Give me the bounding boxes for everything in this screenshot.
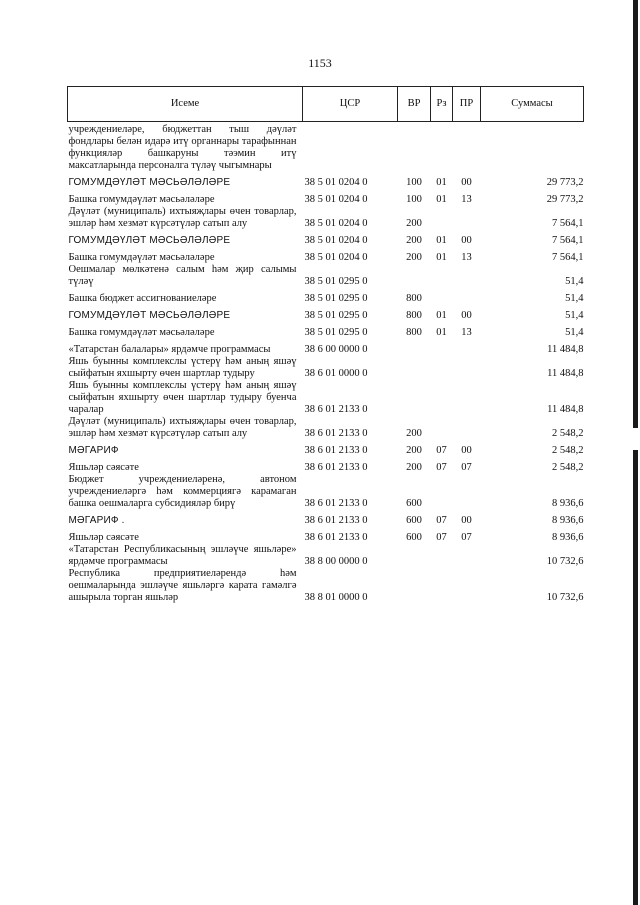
header-name: Исеме bbox=[68, 87, 303, 122]
cell-rz: 01 bbox=[436, 327, 447, 338]
cell-pr: 07 bbox=[461, 462, 472, 473]
table-row bbox=[68, 527, 584, 544]
cell-pr bbox=[453, 122, 481, 173]
cell-rz bbox=[431, 544, 453, 568]
cell-csr: 38 5 01 0295 0 bbox=[304, 327, 368, 338]
cell-sum: 2 548,2 bbox=[552, 462, 584, 473]
cell-pr bbox=[453, 288, 481, 305]
cell-vr: 600 bbox=[406, 515, 422, 526]
cell-name: Яшь буынны комплекслы үстерү һәм аның яшәү сыйфатын яхшырту өчен шартлар тудыру bbox=[68, 356, 297, 379]
cell-vr bbox=[398, 339, 431, 356]
table-row bbox=[68, 288, 584, 305]
cell-rz bbox=[431, 356, 453, 380]
cell-vr bbox=[398, 356, 431, 380]
cell-rz: 01 bbox=[436, 252, 447, 263]
cell-csr: 38 8 01 0000 0 bbox=[304, 592, 368, 603]
cell-vr: 800 bbox=[406, 293, 422, 304]
cell-csr: 38 5 01 0204 0 bbox=[304, 218, 368, 229]
cell-pr: 00 bbox=[461, 515, 472, 526]
cell-vr bbox=[398, 568, 431, 604]
table-row bbox=[68, 189, 584, 206]
cell-sum: 29 773,2 bbox=[546, 177, 584, 188]
cell-pr: 13 bbox=[461, 194, 472, 205]
cell-name: Республика предприятиеләрендә һәм оешмаларында эшләүче яшьләргә карата гамәлгә ашырыла торган яшьләр bbox=[68, 568, 297, 603]
table-row bbox=[68, 356, 584, 380]
cell-sum: 10 732,6 bbox=[546, 592, 584, 603]
cell-vr: 600 bbox=[406, 498, 422, 509]
table-row bbox=[68, 122, 584, 173]
cell-rz: 01 bbox=[436, 177, 447, 188]
cell-sum: 2 548,2 bbox=[552, 445, 584, 456]
cell-name: Башка бюджет ассигнованиеләре bbox=[68, 293, 217, 304]
cell-name: Башка гомумдәүләт мәсьәләләре bbox=[68, 327, 215, 338]
cell-pr bbox=[453, 264, 481, 288]
cell-pr bbox=[453, 206, 481, 230]
cell-pr: 00 bbox=[461, 235, 472, 246]
cell-vr: 800 bbox=[406, 310, 422, 321]
cell-rz bbox=[431, 264, 453, 288]
cell-pr bbox=[453, 544, 481, 568]
cell-sum: 7 564,1 bbox=[552, 235, 584, 246]
cell-csr: 38 6 01 2133 0 bbox=[304, 515, 368, 526]
cell-csr: 38 8 00 0000 0 bbox=[304, 556, 368, 567]
cell-csr: 38 6 01 2133 0 bbox=[304, 462, 368, 473]
cell-name: Оешмалар мөлкәтенә салым һәм җир салымы түләү bbox=[68, 264, 297, 287]
cell-csr: 38 5 01 0204 0 bbox=[304, 252, 368, 263]
cell-rz: 07 bbox=[436, 445, 447, 456]
table-row bbox=[68, 230, 584, 247]
cell-sum: 51,4 bbox=[565, 327, 584, 338]
cell-rz bbox=[431, 568, 453, 604]
cell-rz: 07 bbox=[436, 532, 447, 543]
table-row bbox=[68, 457, 584, 474]
cell-rz bbox=[431, 206, 453, 230]
cell-csr: 38 5 01 0204 0 bbox=[304, 194, 368, 205]
header-sum: Суммасы bbox=[481, 87, 584, 122]
table-row bbox=[68, 380, 584, 416]
cell-pr bbox=[453, 416, 481, 440]
table-row bbox=[68, 474, 584, 510]
cell-rz bbox=[431, 416, 453, 440]
cell-vr: 100 bbox=[406, 177, 422, 188]
cell-name: Бюджет учреждениеләренә, автоном учреждениеләргә һәм коммерциягә карамаган башка оешмаларга субсидияләр бирү bbox=[68, 474, 297, 509]
cell-name: ГОМУМДӘҮЛӘТ МӘСЬӘЛӘЛӘРЕ bbox=[68, 177, 231, 188]
cell-vr bbox=[398, 122, 431, 173]
table-row bbox=[68, 322, 584, 339]
cell-pr: 13 bbox=[461, 252, 472, 263]
cell-vr: 800 bbox=[406, 327, 422, 338]
cell-name: ГОМУМДӘҮЛӘТ МӘСЬӘЛӘЛӘРЕ bbox=[68, 310, 231, 321]
cell-sum: 7 564,1 bbox=[552, 252, 584, 263]
cell-name: «Татарстан Республикасының эшләүче яшьләре» ярдәмче программасы bbox=[68, 544, 297, 567]
cell-vr: 200 bbox=[406, 462, 422, 473]
table-row bbox=[68, 440, 584, 457]
cell-pr: 00 bbox=[461, 177, 472, 188]
cell-pr: 07 bbox=[461, 532, 472, 543]
table-row bbox=[68, 568, 584, 604]
cell-name: Дәүләт (муниципаль) ихтыяҗлары өчен товарлар, эшләр һәм хезмәт күрсәтүләр сатып алу bbox=[68, 416, 297, 439]
cell-rz: 01 bbox=[436, 235, 447, 246]
cell-rz bbox=[431, 122, 453, 173]
cell-pr bbox=[453, 380, 481, 416]
cell-csr: 38 5 01 0295 0 bbox=[304, 276, 368, 287]
cell-vr: 600 bbox=[406, 532, 422, 543]
cell-rz bbox=[431, 339, 453, 356]
cell-csr bbox=[303, 122, 398, 173]
header-rz: Рз bbox=[431, 87, 453, 122]
cell-csr: 38 5 01 0295 0 bbox=[304, 310, 368, 321]
cell-sum: 11 484,8 bbox=[547, 344, 584, 355]
cell-sum: 51,4 bbox=[565, 276, 584, 287]
cell-sum: 10 732,6 bbox=[546, 556, 584, 567]
cell-rz: 01 bbox=[436, 310, 447, 321]
cell-csr: 38 6 01 2133 0 bbox=[304, 428, 368, 439]
cell-name: МӘГАРИФ . bbox=[68, 515, 125, 526]
cell-sum: 2 548,2 bbox=[552, 428, 584, 439]
table-row bbox=[68, 416, 584, 440]
cell-vr bbox=[398, 264, 431, 288]
cell-vr bbox=[398, 544, 431, 568]
cell-name: Дәүләт (муниципаль) ихтыяҗлары өчен товарлар, эшләр һәм хезмәт күрсәтүләр сатып алу bbox=[68, 206, 297, 229]
cell-name: Яшьләр сәясәте bbox=[68, 462, 139, 473]
cell-csr: 38 5 01 0204 0 bbox=[304, 235, 368, 246]
page-number: 1153 bbox=[308, 56, 332, 70]
cell-sum: 8 936,6 bbox=[552, 532, 584, 543]
cell-pr: 00 bbox=[461, 310, 472, 321]
table-row bbox=[68, 206, 584, 230]
cell-csr: 38 6 01 0000 0 bbox=[304, 368, 368, 379]
cell-name: Башка гомумдәүләт мәсьәләләре bbox=[68, 252, 215, 263]
cell-vr: 200 bbox=[406, 445, 422, 456]
cell-vr bbox=[398, 380, 431, 416]
table-row bbox=[68, 510, 584, 527]
cell-rz bbox=[431, 288, 453, 305]
table-row bbox=[68, 305, 584, 322]
budget-table bbox=[67, 86, 584, 604]
cell-name: «Татарстан балалары» ярдәмче программасы bbox=[68, 344, 271, 355]
cell-pr bbox=[453, 474, 481, 510]
cell-vr: 200 bbox=[406, 218, 422, 229]
cell-csr: 38 6 01 2133 0 bbox=[304, 532, 368, 543]
table-row bbox=[68, 247, 584, 264]
cell-sum: 7 564,1 bbox=[552, 218, 584, 229]
table-row bbox=[68, 264, 584, 288]
cell-pr: 00 bbox=[461, 445, 472, 456]
cell-csr: 38 6 00 0000 0 bbox=[304, 344, 368, 355]
cell-csr: 38 6 01 2133 0 bbox=[304, 445, 368, 456]
scan-edge-gap bbox=[633, 428, 638, 450]
header-pr: ПР bbox=[453, 87, 481, 122]
cell-rz: 07 bbox=[436, 515, 447, 526]
cell-vr: 200 bbox=[406, 428, 422, 439]
cell-sum: 11 484,8 bbox=[547, 368, 584, 379]
cell-sum: 8 936,6 bbox=[552, 515, 584, 526]
table-body bbox=[68, 122, 584, 605]
cell-name: Башка гомумдәүләт мәсьәләләре bbox=[68, 194, 215, 205]
cell-sum bbox=[481, 122, 584, 173]
cell-name: Яшьләр сәясәте bbox=[68, 532, 139, 543]
cell-pr bbox=[453, 356, 481, 380]
table-row bbox=[68, 172, 584, 189]
cell-sum: 51,4 bbox=[565, 310, 584, 321]
table-row bbox=[68, 339, 584, 356]
cell-sum: 29 773,2 bbox=[546, 194, 584, 205]
cell-pr bbox=[453, 568, 481, 604]
table-header bbox=[68, 87, 584, 122]
cell-sum: 8 936,6 bbox=[552, 498, 584, 509]
cell-name: ГОМУМДӘҮЛӘТ МӘСЬӘЛӘЛӘРЕ bbox=[68, 235, 231, 246]
header-vr: ВР bbox=[398, 87, 431, 122]
cell-rz bbox=[431, 380, 453, 416]
cell-csr: 38 6 01 2133 0 bbox=[304, 404, 368, 415]
cell-csr: 38 5 01 0295 0 bbox=[304, 293, 368, 304]
table-row bbox=[68, 544, 584, 568]
cell-csr: 38 6 01 2133 0 bbox=[304, 498, 368, 509]
cell-pr bbox=[453, 339, 481, 356]
cell-vr: 100 bbox=[406, 194, 422, 205]
cell-rz bbox=[431, 474, 453, 510]
header-csr: ЦСР bbox=[303, 87, 398, 122]
cell-name: учреждениеләре, бюджеттан тыш дәүләт фондлары белән идарә итү органнары тарафыннан функцияләр башкаруны тәэмин итү максатларында персоналга түләү чыгымнары bbox=[68, 124, 297, 171]
cell-rz: 01 bbox=[436, 194, 447, 205]
cell-name: Яшь буынны комплекслы үстерү һәм аның яшәү сыйфатын яхшырту өчен шартлар тудыру буенча чаралар bbox=[68, 380, 297, 415]
cell-sum: 51,4 bbox=[565, 293, 584, 304]
cell-rz: 07 bbox=[436, 462, 447, 473]
cell-pr: 13 bbox=[461, 327, 472, 338]
cell-vr: 200 bbox=[406, 235, 422, 246]
scan-edge-shadow bbox=[633, 0, 638, 905]
cell-name: МӘГАРИФ bbox=[68, 445, 119, 456]
cell-vr: 200 bbox=[406, 252, 422, 263]
cell-csr: 38 5 01 0204 0 bbox=[304, 177, 368, 188]
cell-sum: 11 484,8 bbox=[547, 404, 584, 415]
